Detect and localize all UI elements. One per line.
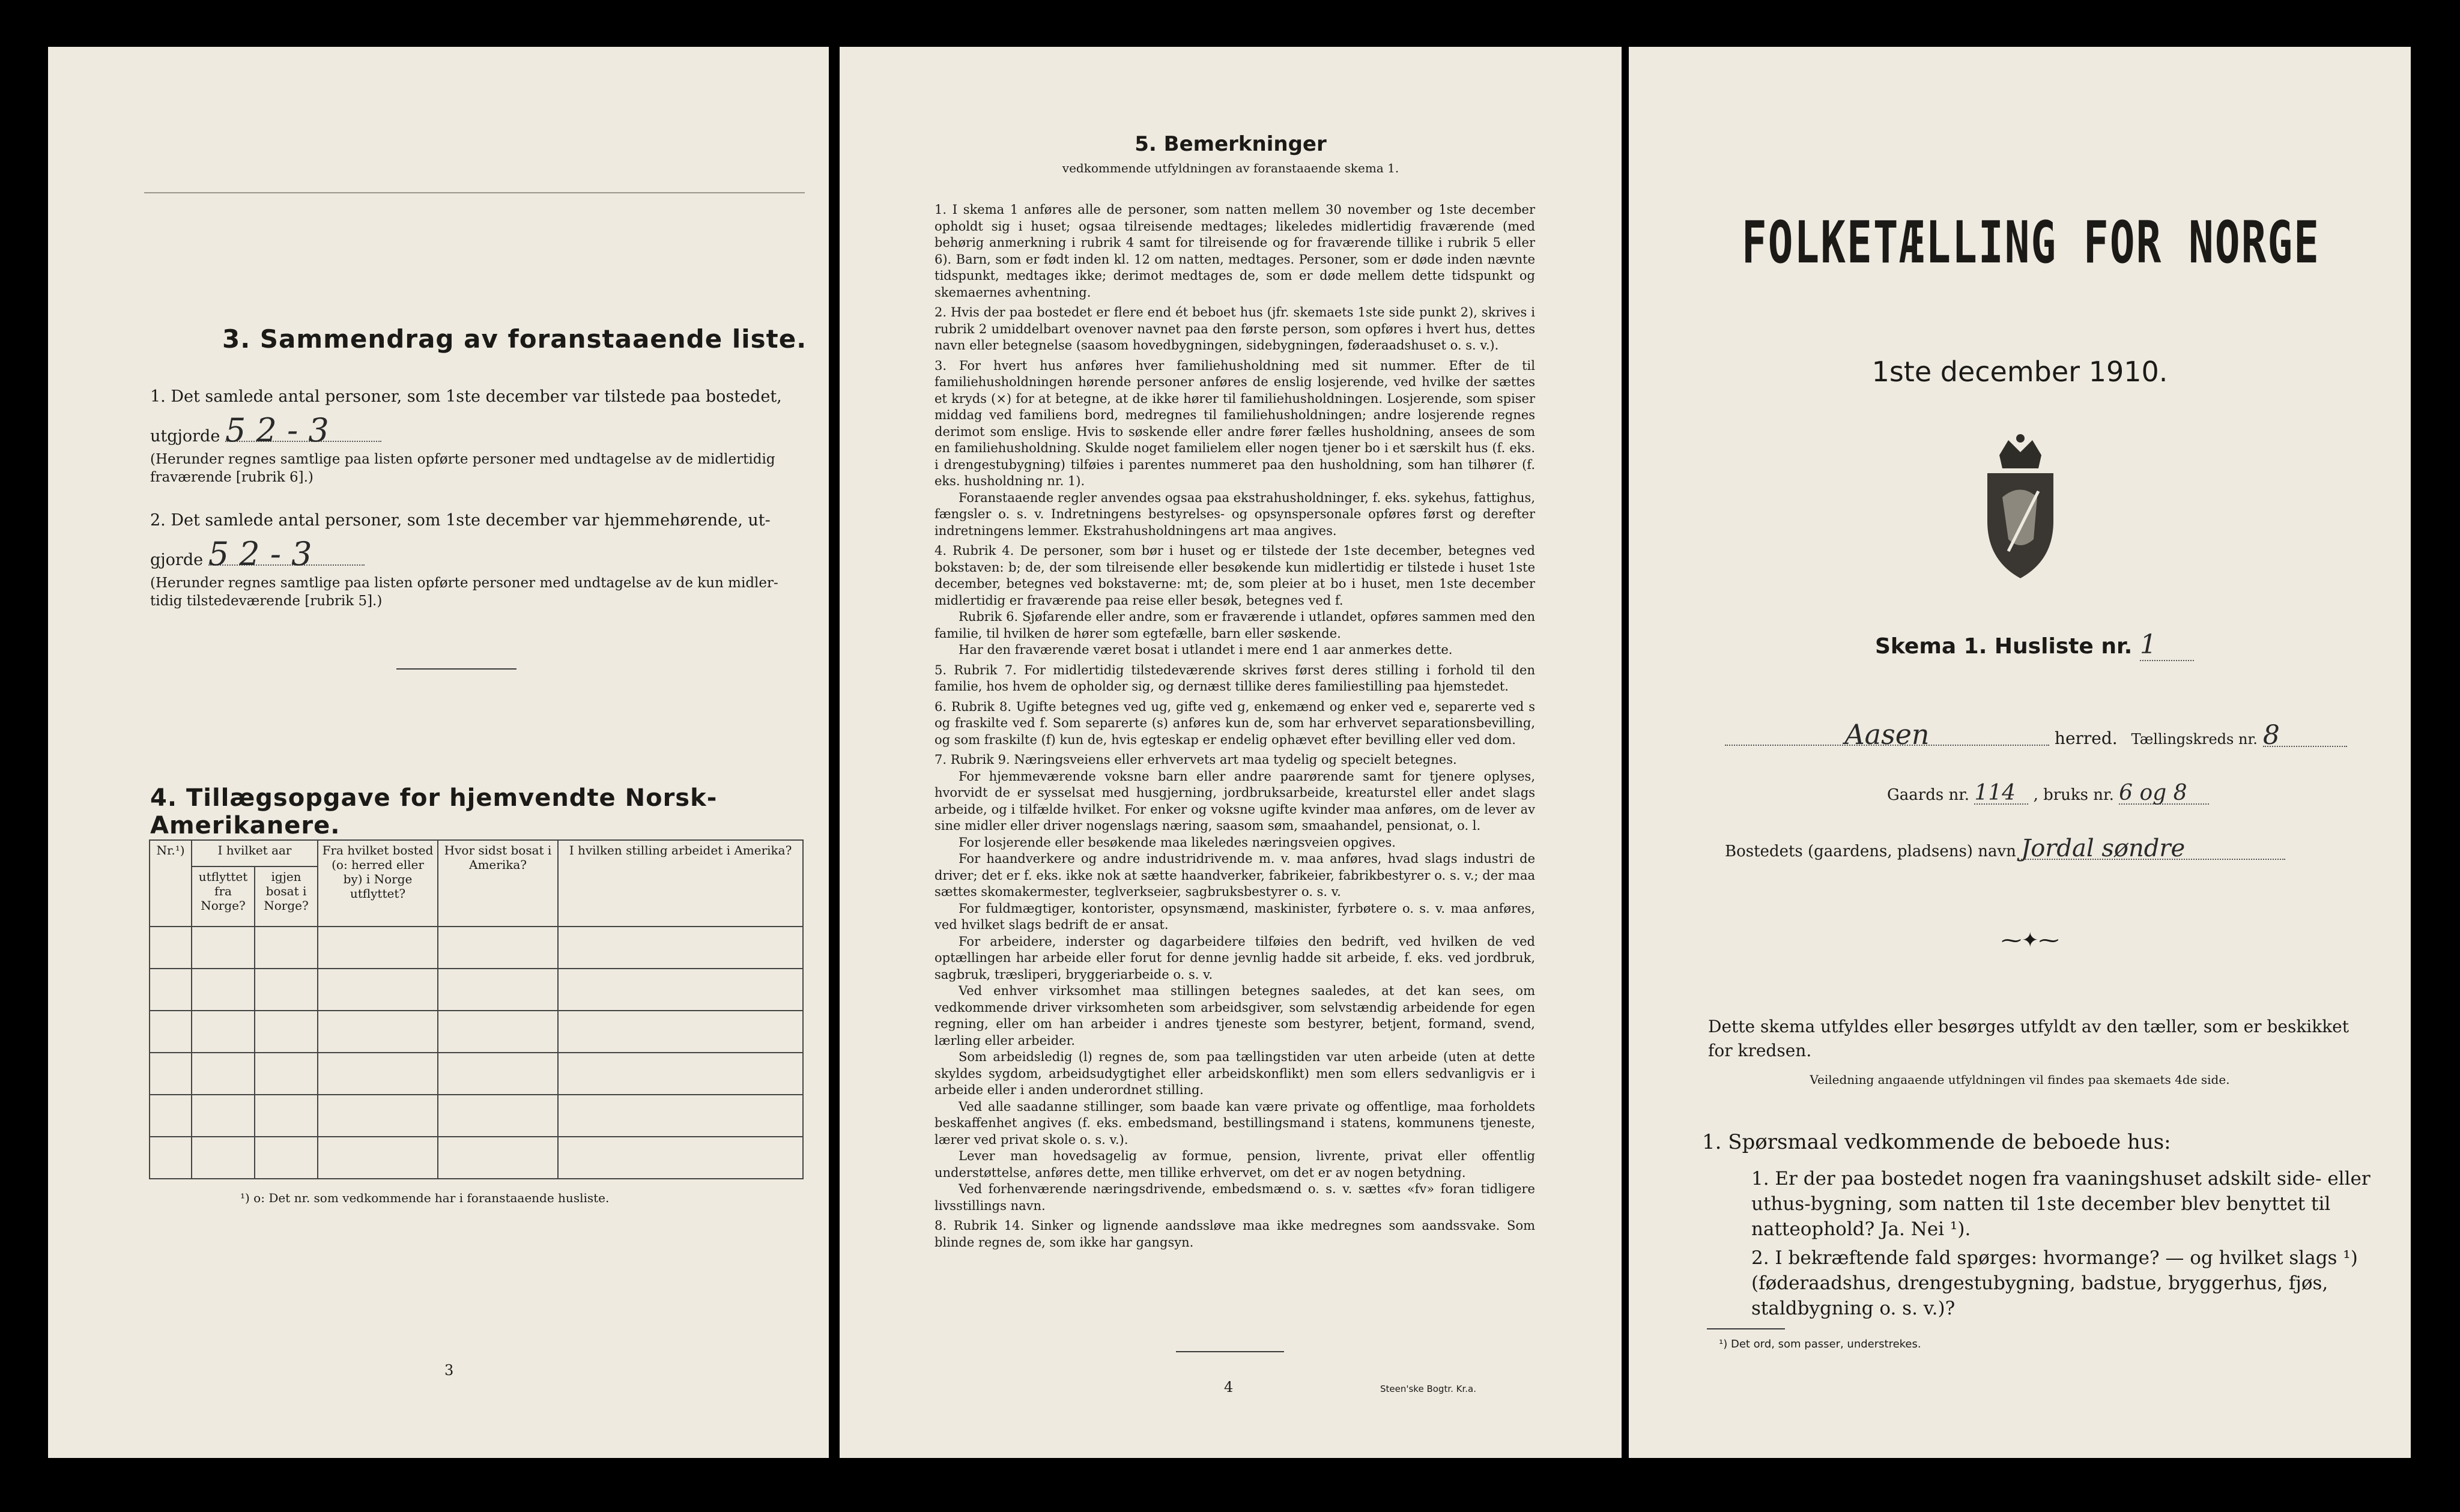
page-number: 4 [1224, 1379, 1234, 1396]
remark-paragraph: 6. Rubrik 8. Ugifte betegnes ved ug, gifte ved g, enkemænd og enker ved e, separerte ved s og fraskilte ved f. Som separerte (s) anføres kun de, som har erhvervet separationsbevilling, og som fraskilte (f) kun de, hvis egteskap er endelig ophævet efter bevilling eller ved dom. [935, 699, 1535, 747]
table-row[interactable] [150, 1011, 803, 1053]
gaards-row [1887, 783, 2209, 805]
item2-text: 2. Det samlede antal personer, som 1ste december var hjemmehørende, ut- [150, 511, 771, 530]
remarks-body [935, 202, 1535, 1251]
remark-paragraph: Ved enhver virksomhet maa stillingen betegnes saaledes, at det kan sees, om vedkommende driver virksomheten som arbeidsgiver, som selvstændig arbeidende for egen regning, eller om han arbeider i andres tjeneste som bestyrer, betjent, formand, svend, lærling eller arbeider. [935, 984, 1535, 1048]
remark-paragraph: Ved forhenværende næringsdrivende, embedsmænd o. s. v. sættes «fv» foran tidligere livsstillings navn. [935, 1182, 1535, 1213]
page-number: 3 [444, 1362, 454, 1379]
item2-note2: tidig tilstedeværende [rubrik 5].) [150, 593, 383, 609]
section3-title: 3. Sammendrag av foranstaaende liste. [222, 324, 807, 354]
right-page [1629, 47, 2411, 1458]
husliste-number[interactable]: 1 [2140, 629, 2194, 661]
col-position: I hvilken stilling arbeidet i Amerika? [558, 840, 803, 927]
table-row[interactable] [150, 927, 803, 969]
item1-note1: (Herunder regnes samtlige paa listen opførte personer med undtagelse av de midlertidig [150, 452, 775, 467]
col-year-group: I hvilket aar [192, 840, 318, 866]
col-where: Hvor sidst bosat i Amerika? [438, 840, 558, 927]
kreds-label: Tællingskreds nr. [2131, 731, 2258, 748]
table-row[interactable] [150, 1053, 803, 1095]
col-nr: Nr.¹) [150, 840, 192, 927]
remark-paragraph: Som arbeidsledig (l) regnes de, som paa tællingstiden var uten arbeide (uten at dette skyldes sygdom, arbeidsudygtighet eller arbeidskonflikt) men som ellers sedvanligvis er i arbeide eller i anden underordnet stilling. [935, 1050, 1535, 1097]
remarks-subtitle: vedkommende utfyldningen av foranstaaende skema 1. [1062, 161, 1399, 175]
item1-text: 1. Det samlede antal personer, som 1ste december var tilstede paa bostedet, [150, 387, 782, 406]
item1-value[interactable]: 5 2 - 3 [225, 420, 381, 442]
remark-paragraph: 7. Rubrik 9. Næringsveiens eller erhvervets art maa tydelig og specielt betegnes. [935, 752, 1457, 767]
herred-value[interactable]: Aasen [1725, 724, 2049, 746]
herred-row [1725, 718, 2386, 751]
item1-note2: fraværende [rubrik 6].) [150, 470, 314, 485]
remark-paragraph: Har den fraværende været bosat i utlandet i mere end 1 aar anmerkes dette. [959, 643, 1453, 657]
section4-footnote: ¹) o: Det nr. som vedkommende har i foranstaaende husliste. [240, 1191, 610, 1205]
herred-label: herred. [2054, 728, 2118, 748]
col-returned: igjen bosat i Norge? [255, 866, 318, 927]
ornament-icon: ⁓✦⁓ [2001, 928, 2059, 952]
table-row[interactable] [150, 1095, 803, 1137]
returnee-table [149, 839, 804, 1179]
divider [396, 668, 517, 670]
bosted-value[interactable]: Jordal søndre [2021, 838, 2285, 860]
col-from: Fra hvilket bosted (o: herred eller by) i Norge utflyttet? [318, 840, 438, 927]
instruction-note: Veiledning angaaende utfyldningen vil findes paa skemaets 4de side. [1810, 1072, 2230, 1087]
item1-prefix: utgjorde [150, 427, 220, 446]
item2-note1: (Herunder regnes samtlige paa listen opførte personer med undtagelse av de kun midler- [150, 575, 778, 591]
printer-mark: Steen'ske Bogtr. Kr.a. [1380, 1383, 1477, 1394]
remark-paragraph: 5. Rubrik 7. For midlertidig tilstedeværende skrives først deres stilling i forhold til den familie, hos hvem de opholder sig, og dernæst tillike deres familiestilling paa hjemstedet. [935, 662, 1535, 694]
remark-paragraph: Rubrik 6. Sjøfarende eller andre, som er fraværende i utlandet, opføres sammen med den familie, til hvilken de hører som egtefælle, barn eller søskende. [935, 609, 1535, 641]
census-title: FOLKETÆLLING FOR NORGE [1742, 209, 2321, 276]
remark-paragraph: Lever man hovedsagelig av formue, pension, livrente, privat eller offentlig understøttelse, anføres dette, men tillike erhvervet, om det er av nogen betydning. [935, 1149, 1535, 1180]
gaards-value[interactable]: 114 [1974, 783, 2028, 805]
remark-paragraph: For losjerende eller besøkende maa likeledes næringsveien opgives. [959, 835, 1396, 850]
schema-row [1875, 629, 2194, 661]
remark-paragraph: 4. Rubrik 4. De personer, som bør i huset og er tilstede der 1ste december, betegnes ved bokstaven: b; de, der som tilreisende eller besøkende kun midlertidig er tilstede i huset 1ste december, betegnes ved bokstaverne: mt; de, som pleier at bo i huset, men 1ste december midlertidig er fraværende paa reise eller besøk, betegnes ved f. [935, 543, 1535, 608]
item2-value[interactable]: 5 2 - 3 [208, 544, 365, 566]
remark-paragraph: For hjemmeværende voksne barn eller andre paarørende samt for tjenere oplyses, hvorvidt de er sysselsat med husgjerning, jordbruksarbeide, kreaturstel eller andet slags arbeide, og i tilfælde hvilket. For enker og voksne ugifte kvinder maa anføres, om de lever av sine midler eller driver nogenslags næring, saasom søm, smaahandel, pensionat, o. l. [935, 769, 1535, 833]
census-date: 1ste december 1910. [1871, 355, 2168, 388]
question-2: 2. I bekræftende fald spørges: hvormange? — og hvilket slags ¹) (føderaadshus, drengestubygning, badstue, bryggerhus, fjøs, staldbygning o. s. v.)? [1751, 1247, 2358, 1319]
middle-page [840, 47, 1622, 1458]
question-1: 1. Er der paa bostedet nogen fra vaaningshuset adskilt side- eller uthus-bygning, som natten til 1ste december blev benyttet til natteophold? Ja. Nei ¹). [1751, 1168, 2371, 1240]
kreds-value[interactable]: 8 [2263, 725, 2347, 747]
remark-paragraph: 1. I skema 1 anføres alle de personer, som natten mellem 30 november og 1ste december opholdt sig i huset; ogsaa tilreisende medtages; likeledes midlertidig fraværende (med behørig anmerkning i rubrik 4 samt for tilreisende og for fraværende tillike i rubrik 5 eller 6). Barn, som er født inden kl. 12 om natten, medtages. Personer, som er døde inden nævnte tidspunkt, medtages ikke; derimot medtages de, som er døde mellem dette tidspunkt og skemaernes avhentning. [935, 202, 1535, 300]
bosted-row [1725, 835, 2285, 862]
coat-of-arms-icon [1966, 431, 2074, 587]
remark-paragraph: 2. Hvis der paa bostedet er flere end ét beboet hus (jfr. skemaets 1ste side punkt 2), skrives i rubrik 2 umiddelbart ovenover navnet paa den første person, som opføres i hvert hus, dettes navn eller betegnelse (saasom hovedbygningen, sidebygningen, føderaadshuset o. s. v.). [935, 305, 1535, 352]
remarks-title: 5. Bemerkninger [1135, 132, 1327, 156]
top-rule [144, 192, 805, 193]
remark-paragraph: 8. Rubrik 14. Sinker og lignende aandssløve maa ikke medregnes som aandssvake. Som blinde regnes de, som ikke har gangsyn. [935, 1218, 1535, 1250]
remark-paragraph: Ved alle saadanne stillinger, som baade kan være private og offentlige, maa forholdets beskaffenhet angives (f. eks. embedsmand, bestillingsmand i statens, kommunens tjeneste, lærer ved privat skole o. s. v.). [935, 1099, 1535, 1147]
divider [1176, 1351, 1284, 1352]
questions-header: 1. Spørsmaal vedkommende de beboede hus: [1702, 1130, 2171, 1154]
item2-prefix: gjorde [150, 551, 204, 569]
bruks-value[interactable]: 6 og 8 [2119, 783, 2209, 805]
schema-label: Skema 1. Husliste nr. [1875, 634, 2133, 659]
remark-paragraph: 3. For hvert hus anføres hver familiehusholdning med sit nummer. Efter de til familiehusholdningen hørende personer anføres de enslig losjerende, ved hvilke der sættes et kryds (×) for at betegne, at de ikke hører til familiehusholdningen. Losjerende, som spiser middag ved familiens bord, medregnes til familiehusholdningen; andre losjerende regnes derimot som enslige. Hvis to søskende eller andre fører fælles husholdning, ansees de som en familiehusholdning. Skulde noget familielem eller nogen tjener bo i et særskilt hus (f. eks. i drengestubygning) tilføies i parentes nummeret paa den husholdning, som han tilhører (f. eks. husholdning nr. 1). [935, 358, 1535, 488]
gaards-label: Gaards nr. [1887, 786, 1970, 804]
right-footnote: ¹) Det ord, som passer, understrekes. [1719, 1338, 1921, 1350]
section3-item2 [150, 510, 811, 610]
col-emigrated: utflyttet fra Norge? [192, 866, 255, 927]
table-row[interactable] [150, 1137, 803, 1179]
bosted-label: Bostedets (gaardens, pladsens) navn [1725, 842, 2016, 860]
section3-item1 [150, 387, 811, 486]
section4-title: 4. Tillægsopgave for hjemvendte Norsk-Amerikanere. [150, 784, 718, 839]
remark-paragraph: For haandverkere og andre industridrivende m. v. maa anføres, hvad slags industri de driver; det er f. eks. ikke nok at sætte haandverker, fabrikeier, fabrikbestyrer o. s. v.; der maa sættes skomakermester, teglverkseier, sagbruksbestyrer o. s. v. [935, 851, 1535, 899]
table-row[interactable] [150, 969, 803, 1011]
left-page [48, 47, 829, 1458]
remark-paragraph: Foranstaaende regler anvendes ogsaa paa ekstrahusholdninger, f. eks. sykehus, fattighus, fængsler o. s. v. Indretningens bestyrelses- og opsynspersonale opføres først og derefter indretningens lemmer. Ekstrahusholdningens art maa angives. [935, 490, 1535, 538]
instruction-main: Dette skema utfyldes eller besørges utfyldt av den tæller, som er beskikket for kredsen. [1708, 1017, 2349, 1060]
remark-paragraph: For arbeidere, inderster og dagarbeidere tilføies den bedrift, ved hvilken de ved optællingen har arbeide eller forut for denne jevnlig hadde sit arbeide, f. eks. ved jordbruk, sagbruk, træsliperi, bryggeriarbeide o. s. v. [935, 934, 1535, 982]
bruks-label: , bruks nr. [2033, 786, 2114, 804]
remark-paragraph: For fuldmægtiger, kontorister, opsynsmænd, maskinister, fyrbøtere o. s. v. maa anføres, ved hvilket slags bedrift de er ansat. [935, 901, 1535, 932]
footnote-rule [1707, 1328, 1785, 1329]
